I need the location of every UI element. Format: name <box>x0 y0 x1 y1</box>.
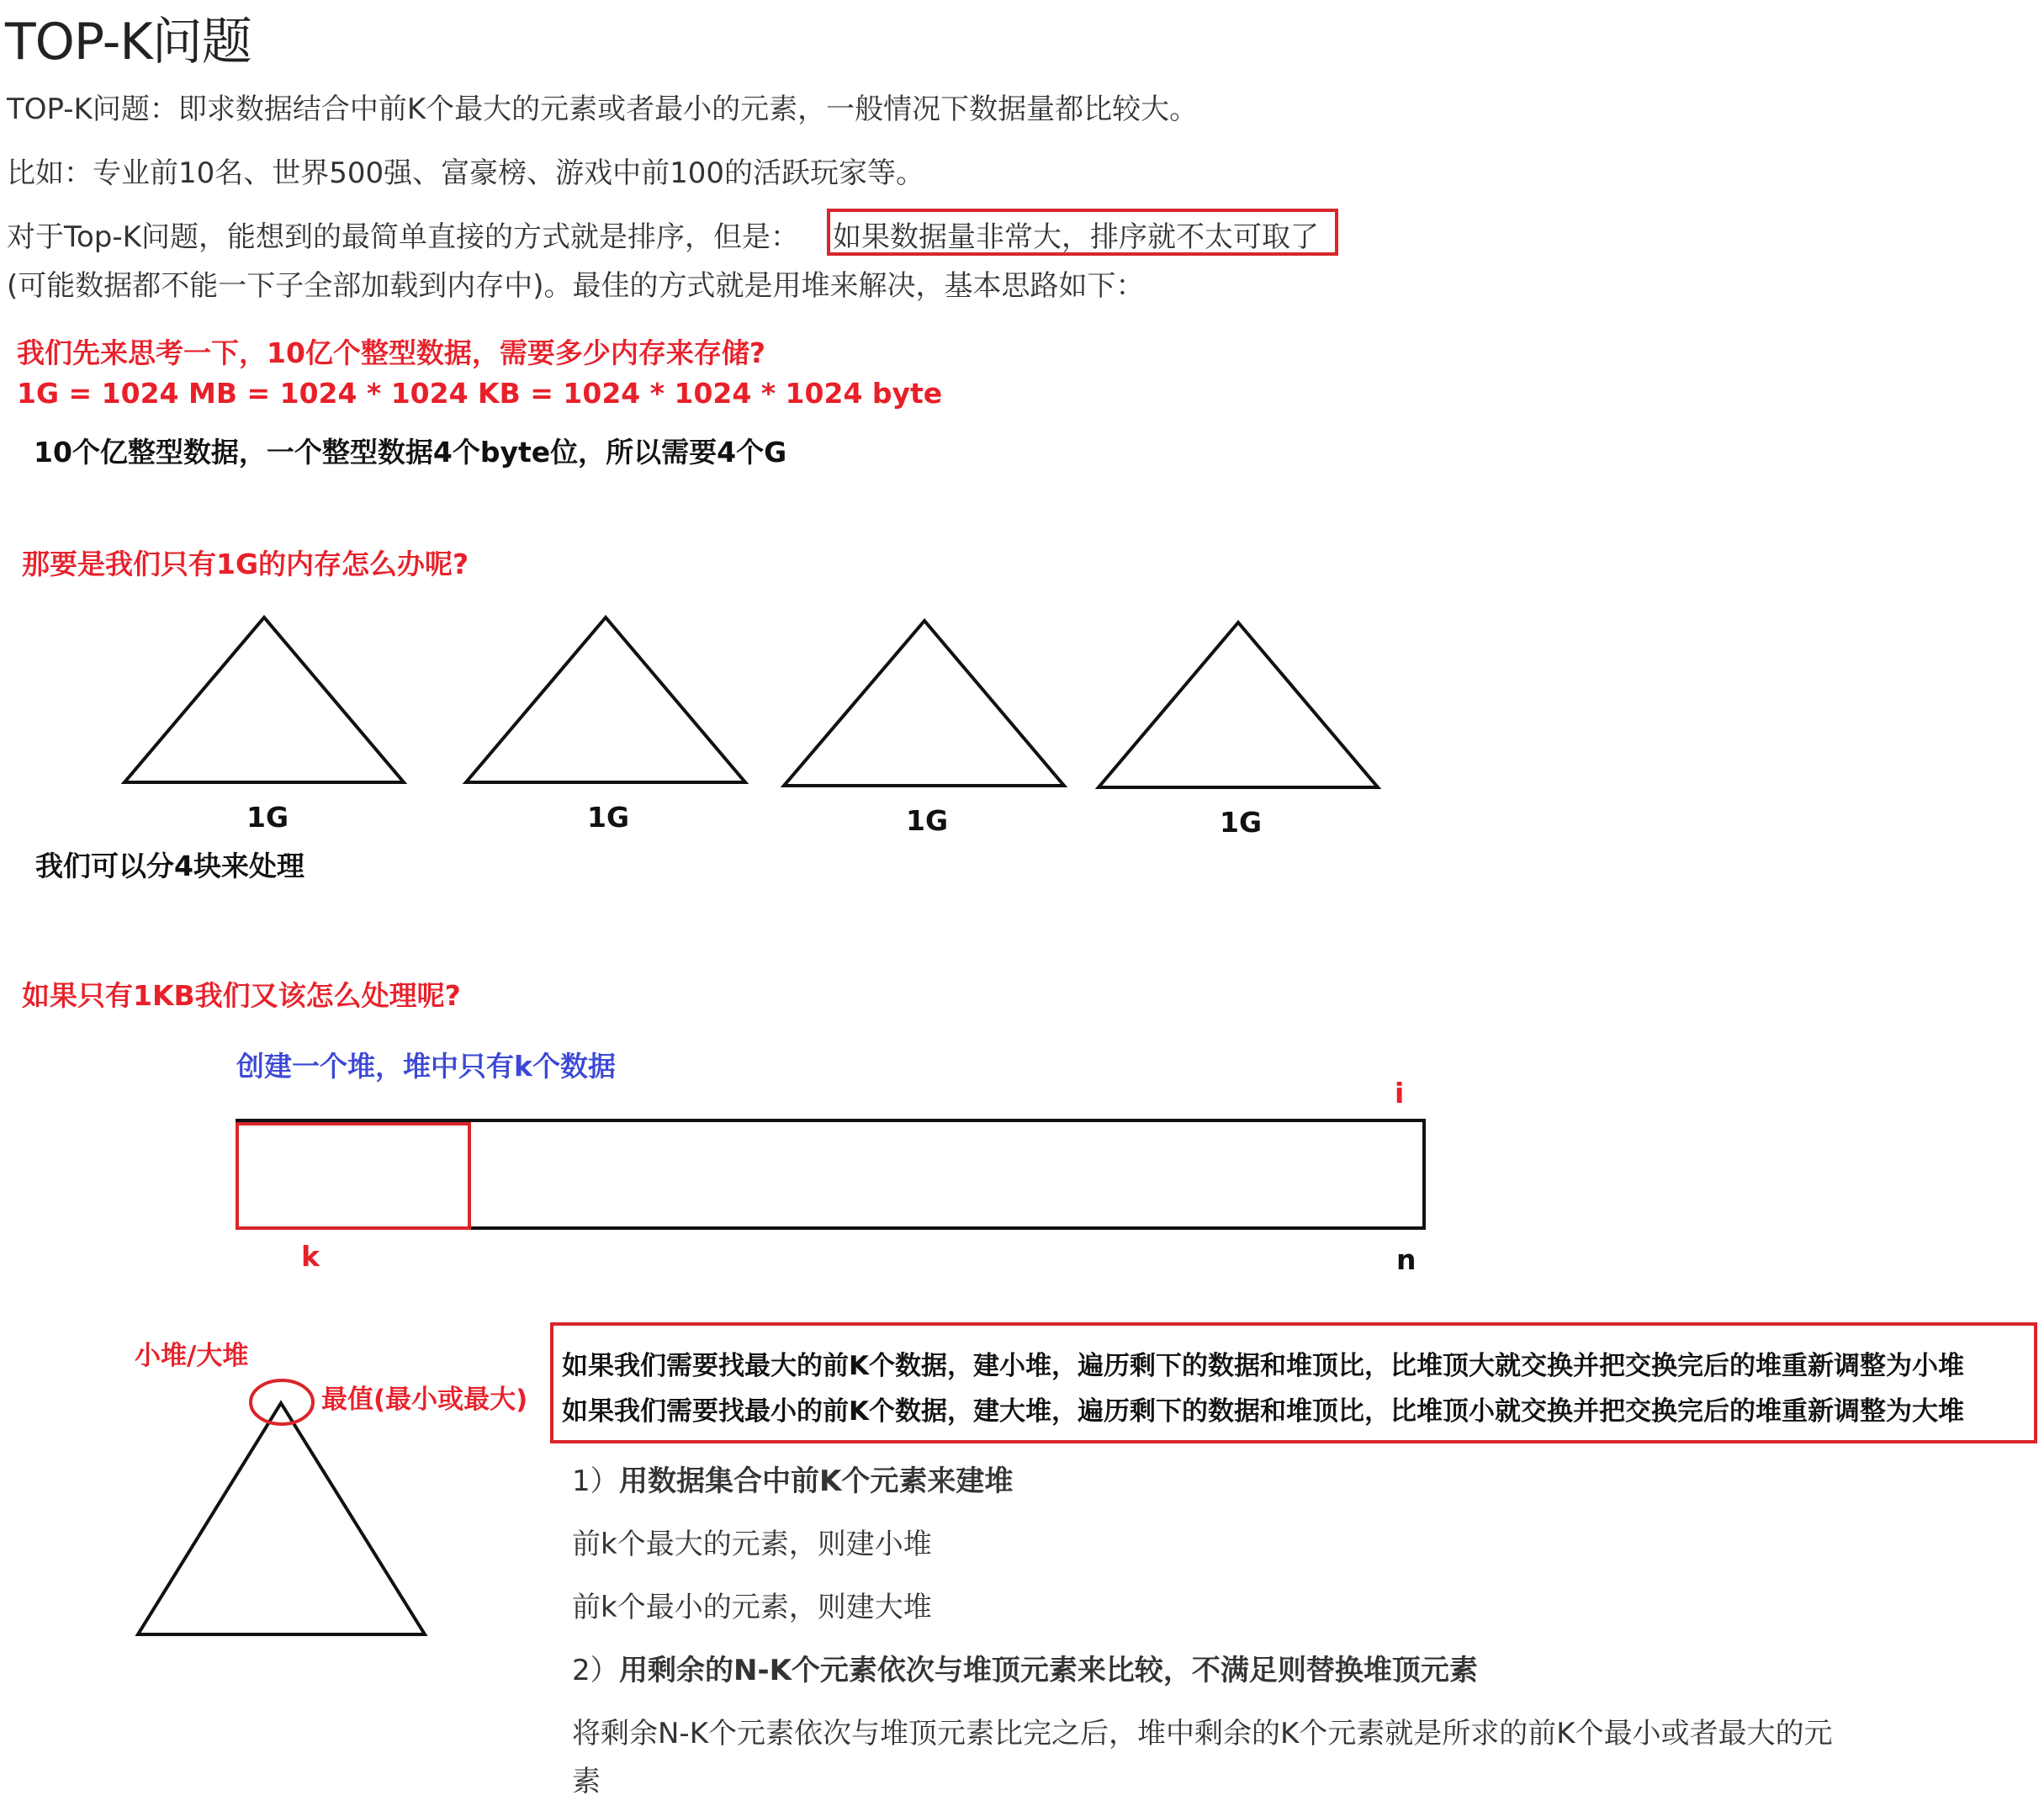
one-kb-question: 如果只有1KB我们又该怎么处理呢? <box>22 979 461 1012</box>
step-1-number: 1） <box>572 1464 619 1498</box>
step-1-b: 前k个最小的元素，则建大堆 <box>572 1591 932 1624</box>
heap-window-box <box>237 1124 469 1228</box>
intro-line-1: TOP-K问题：即求数据结合中前K个最大的元素或者最小的元素，一般情况下数据量都比较大。 <box>7 93 1199 126</box>
triangle-label-2: 1G <box>587 801 630 834</box>
heap-top-label: 最值(最小或最大) <box>321 1385 528 1415</box>
heap-note: 创建一个堆，堆中只有k个数据 <box>236 1050 616 1083</box>
step-1-a: 前k个最大的元素，则建小堆 <box>572 1528 932 1561</box>
step-1: 用数据集合中前K个元素来建堆 <box>619 1464 1014 1498</box>
page-title: TOP-K问题 <box>5 13 252 71</box>
heap-triangle-1 <box>124 617 404 782</box>
intro-line-3-highlight: 如果数据量非常大，排序就不太可取了 <box>833 220 1319 254</box>
rule-min: 如果我们需要找最小的前K个数据，建大堆，遍历剩下的数据和堆顶比，比堆顶小就交换并把交换完后的堆重新调整为大堆 <box>562 1396 1965 1427</box>
intro-line-4: (可能数据都不能一下子全部加载到内存中)。最佳的方式就是用堆来解决，基本思路如下： <box>7 269 1145 303</box>
intro-line-2: 比如：专业前10名、世界500强、富豪榜、游戏中前100的活跃玩家等。 <box>7 156 925 190</box>
heap-triangle <box>138 1403 425 1634</box>
data-array-bar <box>237 1120 1424 1228</box>
label-i: i <box>1395 1077 1405 1110</box>
heap-triangle-2 <box>466 617 745 782</box>
memory-formula: 1G = 1024 MB = 1024 * 1024 KB = 1024 * 1024 * 1024 byte <box>17 377 943 410</box>
conclusion-line-1: 将剩余N-K个元素依次与堆顶元素比完之后，堆中剩余的K个元素就是所求的前K个最小或者最大的元 <box>572 1717 1833 1750</box>
triangle-label-1: 1G <box>246 801 289 834</box>
one-g-note: 我们可以分4块来处理 <box>35 850 304 882</box>
heap-triangle-3 <box>784 621 1064 786</box>
rule-max: 如果我们需要找最大的前K个数据，建小堆，遍历剩下的数据和堆顶比，比堆顶大就交换并把交换完后的堆重新调整为小堆 <box>562 1351 1965 1381</box>
label-n: n <box>1396 1243 1417 1276</box>
step-2-number: 2） <box>572 1654 619 1687</box>
memory-answer: 10个亿整型数据，一个整型数据4个byte位，所以需要4个G <box>34 436 787 469</box>
intro-line-3-prefix: 对于Top-K问题，能想到的最简单直接的方式就是排序，但是： <box>7 220 799 254</box>
conclusion-line-2: 素 <box>572 1765 601 1798</box>
triangle-label-4: 1G <box>1220 806 1263 839</box>
heap-triangle-4 <box>1099 622 1378 787</box>
heap-type-label: 小堆/大堆 <box>135 1341 249 1371</box>
label-k: k <box>301 1240 320 1273</box>
triangle-label-3: 1G <box>906 804 949 837</box>
one-g-question: 那要是我们只有1G的内存怎么办呢? <box>22 548 469 580</box>
memory-question: 我们先来思考一下，10亿个整型数据，需要多少内存来存储? <box>17 336 766 369</box>
step-2: 用剩余的N-K个元素依次与堆顶元素来比较，不满足则替换堆顶元素 <box>619 1654 1478 1687</box>
